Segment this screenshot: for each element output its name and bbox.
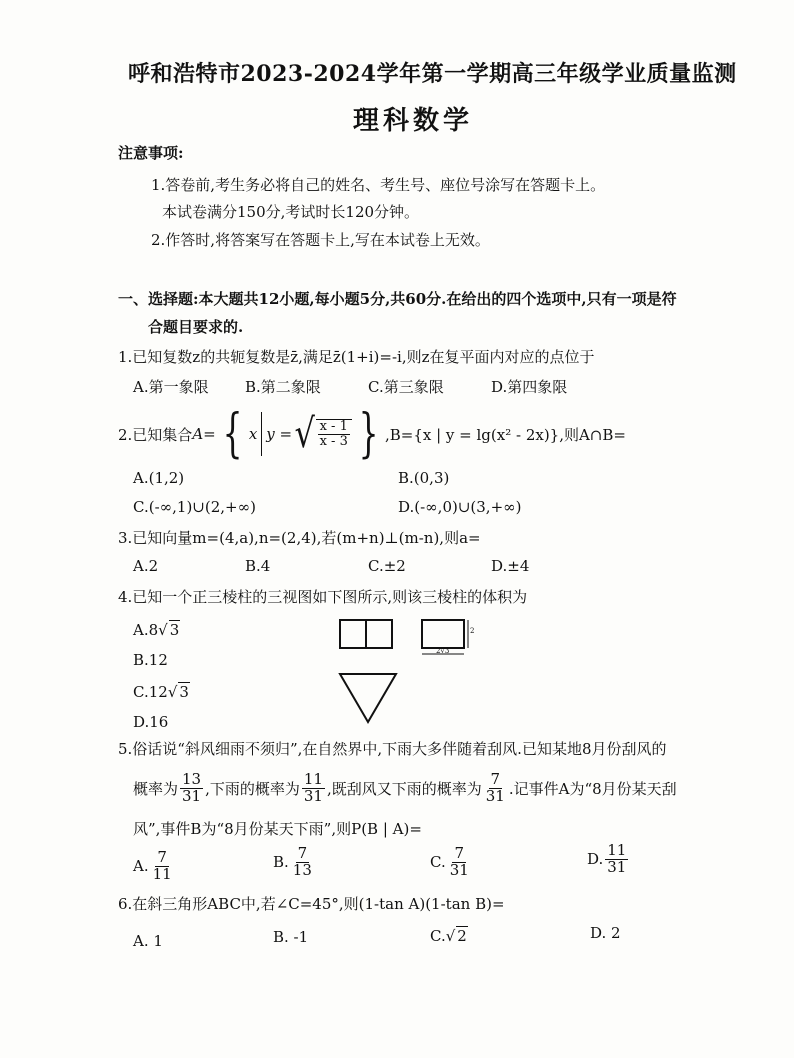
q4-option-b: B.12 [133, 651, 168, 669]
q3-option-c: C.±2 [368, 557, 406, 575]
dim-width-label: 2√3 [436, 647, 450, 655]
sqrt-icon: √ [167, 683, 178, 701]
p-rain-num: 11 [303, 770, 323, 788]
q5-option-d: D. $\frac{11}{31}$ [587, 841, 627, 876]
p-wind-den: 31 [182, 786, 202, 805]
p-both-den: 31 [485, 786, 505, 805]
q1-option-c: C.第三象限 [368, 378, 444, 396]
q5-option-a: A. $\frac{7}{11}$ [133, 848, 172, 883]
note-item-1: 1.答卷前,考生务必将自己的姓名、考生号、座位号涂写在答题卡上。 [151, 176, 606, 194]
note-item-1-line-2: 本试卷满分150分,考试时长120分钟。 [162, 203, 420, 221]
subject-title: 理科数学 [353, 106, 474, 136]
question-6-stem: 6.在斜三角形ABC中,若∠C=45°,则(1-tan A)(1-tan B)= [118, 895, 505, 913]
question-5-line-2: 概率为 $\frac{13}{31}$ ,下雨的概率为 $\frac{11}{31}$ ,既刮风又下雨的概率为 $\frac{7}{31}$ .记事件A为“8月份某天刮 [133, 770, 677, 805]
front-view [340, 620, 392, 648]
q2-set-a-label: A= [192, 425, 216, 443]
q4-option-d: D.16 [133, 713, 169, 731]
q6-option-d: D. 2 [590, 924, 621, 942]
q2-prefix: 2.已知集合 [118, 425, 193, 444]
p-wind-num: 13 [182, 770, 202, 788]
sqrt-icon: √ [445, 927, 456, 945]
q2-fraction-den: x - 3 [319, 434, 348, 449]
sqrt-expression [292, 411, 352, 457]
q1-option-d: D.第四象限 [491, 378, 568, 396]
question-4-stem: 4.已知一个正三棱柱的三视图如下图所示,则该三棱柱的体积为 [118, 588, 528, 606]
question-2-stem [118, 404, 626, 464]
question-5-line-3: 风”,事件B为“8月份某天下雨”,则P(B | A)= [133, 820, 422, 838]
q6-option-c: C.√ 2 [430, 927, 467, 945]
notes-heading: 注意事项: [118, 144, 184, 162]
p-rain-den: 31 [303, 786, 323, 805]
q4-option-a: A.8√ 3 [133, 621, 180, 639]
q2-option-c: C.(-∞,1)∪(2,+∞) [133, 498, 256, 516]
dim-height-label: 2 [470, 627, 475, 635]
q5-option-c: C. $\frac{7}{31}$ [430, 844, 469, 879]
q2-option-a: A.(1,2) [133, 469, 185, 487]
sqrt-icon: √ [158, 621, 168, 639]
q2-option-d: D.(-∞,0)∪(3,+∞) [398, 498, 522, 516]
q3-option-a: A.2 [133, 557, 159, 575]
q3-option-b: B.4 [245, 557, 271, 575]
q6-option-b: B. -1 [273, 928, 309, 946]
set-bar [261, 412, 262, 456]
q2-y-eq: y = [266, 425, 293, 443]
left-brace: { [222, 404, 243, 464]
section-heading: 一、选择题:本大题共12小题,每小题5分,共60分.在给出的四个选项中,只有一项是符 [118, 290, 677, 308]
three-view-figure [330, 612, 490, 730]
q2-fraction-num: x - 1 [319, 419, 348, 435]
q1-option-a: A.第一象限 [133, 378, 209, 396]
p-both-num: 7 [490, 770, 501, 788]
sqrt-icon: √ [294, 411, 316, 457]
exam-title: 呼和浩特市2023-2024学年第一学期高三年级学业质量监测 [128, 61, 737, 87]
q4-option-c: C.12√ 3 [133, 683, 189, 701]
section-heading-line-2: 合题目要求的. [148, 318, 244, 336]
top-view [340, 674, 396, 722]
q5-option-b: B. $\frac{7}{13}$ [273, 844, 312, 879]
q3-option-d: D.±4 [491, 557, 530, 575]
right-brace: } [358, 404, 379, 464]
q6-option-a: A. 1 [133, 932, 163, 950]
q1-option-b: B.第二象限 [245, 378, 321, 396]
q2-set-b: ,B={x | y = lg(x² - 2x)},则A∩B= [384, 425, 626, 444]
question-5-line-1: 5.俗话说“斜风细雨不须归”,在自然界中,下雨大多伴随着刮风.已知某地8月份刮风的 [118, 740, 667, 758]
question-3-stem: 3.已知向量m=(4,a),n=(2,4),若(m+n)⊥(m-n),则a= [118, 529, 481, 547]
note-item-2: 2.作答时,将答案写在答题卡上,写在本试卷上无效。 [151, 231, 490, 249]
q2-set-var: x [248, 425, 258, 443]
q2-option-b: B.(0,3) [398, 469, 450, 487]
question-1-stem: 1.已知复数z的共轭复数是z̄,满足z̄(1+i)=-i,则z在复平面内对应的点位于 [118, 348, 595, 366]
